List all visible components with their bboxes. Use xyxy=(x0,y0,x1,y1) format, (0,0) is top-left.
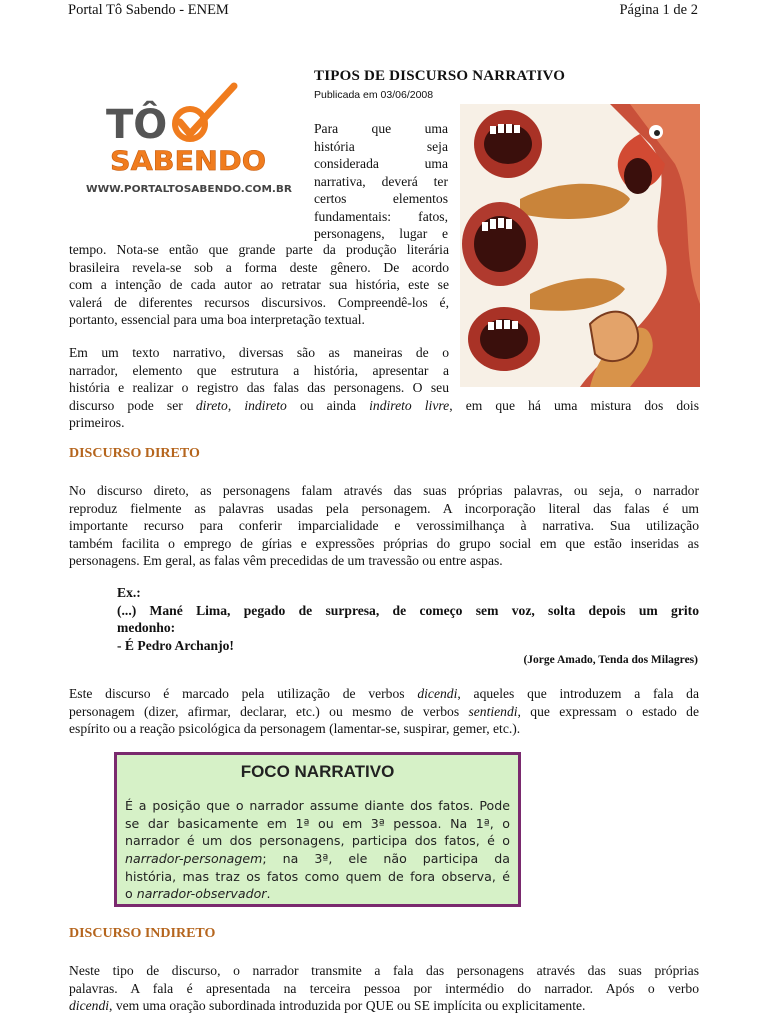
text-line: reproduz fielmente as palavras usadas pela personagem. A incorporação literal das falas é um xyxy=(69,500,699,516)
header-page-number: Página 1 de 2 xyxy=(619,2,698,18)
text-line: personagens. Em geral, as falas vêm precedidas de um travessão ou entre aspas. xyxy=(69,553,503,568)
text-line: narrador-personagem; na 3ª, ele não participa da xyxy=(125,851,510,867)
text-line: Para que uma xyxy=(314,121,448,136)
publish-date: Publicada em 03/06/2008 xyxy=(314,89,434,101)
text-line: considerada uma xyxy=(314,156,448,171)
foco-title: FOCO NARRATIVO xyxy=(240,762,395,781)
logo-word-to: TÔ xyxy=(106,102,168,148)
text-line: o narrador-observador. xyxy=(125,886,271,902)
text-line: narrador, elemento que estrutura a história, apresentar a xyxy=(69,362,449,378)
text-line: personagem (dizer, afirmar, declarar, etc.) ou mesmo de verbos sentiendi, que expressam o estado de xyxy=(69,703,699,719)
text-line: também facilita o emprego de gírias e expressões próprias do grupo social em que estão inseridas as xyxy=(69,535,699,551)
text-line: narrativa, deverá ter xyxy=(314,173,448,189)
header-site-name: Portal Tô Sabendo - ENEM xyxy=(68,2,229,18)
page-header xyxy=(68,0,698,22)
example-line: (...) Mané Lima, pegado de surpresa, de começo sem voz, solta depois um grito xyxy=(117,602,699,618)
text-line: Neste tipo de discurso, o narrador transmite a fala das personagens através das suas próprias xyxy=(69,963,699,978)
example-line: medonho: xyxy=(117,620,176,635)
text-line: É a posição que o narrador assume diante dos fatos. Pode xyxy=(125,798,510,813)
intro-paragraph-narrow xyxy=(314,120,448,243)
text-line: narrador é um dos personagens, participa dos fatos, é o xyxy=(125,833,510,849)
logo-url: WWW.PORTALTOSABENDO.COM.BR xyxy=(86,184,293,195)
logo-word-sabendo: SABENDO xyxy=(110,146,266,177)
indireto-paragraph xyxy=(69,962,699,1015)
text-line: importante recurso para conferir imparcialidade e verossimilhança à narrativa. Sua utilização xyxy=(69,518,699,533)
text-line: história seja xyxy=(314,138,448,154)
text-line: se dar basicamente em 1ª ou em 3ª pessoa. Na 1ª, o xyxy=(125,815,510,831)
example-source: (Jorge Amado, Tenda dos Milagres) xyxy=(523,654,698,666)
text-line: valerá de diferentes recursos discursivos. Compreendê-los é, xyxy=(69,294,449,310)
example-quote xyxy=(117,584,699,654)
foco-narrativo-box xyxy=(114,752,521,907)
text-line: No discurso direto, as personagens falam através das suas próprias palavras, ou seja, o narrador xyxy=(69,483,699,498)
example-line: - É Pedro Archanjo! xyxy=(117,637,234,653)
narrative-paragraph xyxy=(69,344,699,432)
text-line: Este discurso é marcado pela utilização de verbos dicendi, aqueles que introduzem a fala da xyxy=(69,686,699,701)
text-line: palavras. A fala é apresentada na terceira pessoa por intermédio do narrador. Após o verbo xyxy=(69,980,699,996)
text-line: dicendi, vem uma oração subordinada introduzida por QUE ou SE implícita ou explicitamente. xyxy=(69,998,586,1013)
text-line: espírito ou a reação psicológica da personagem (lamentar-se, suspirar, gemer, etc.). xyxy=(69,721,521,736)
text-line: história e realizar o registro das falas das personagens. O seu xyxy=(69,380,449,395)
article-title: TIPOS DE DISCURSO NARRATIVO xyxy=(314,68,566,84)
direto-paragraph xyxy=(69,482,699,570)
text-line: brasileira revela-se sob a forma deste gênero. De acordo xyxy=(69,259,449,275)
intro-paragraph-wide xyxy=(69,241,449,329)
text-line: Em um texto narrativo, diversas são as maneiras de o xyxy=(69,345,449,360)
heading-discurso-direto: DISCURSO DIRETO xyxy=(69,446,200,461)
text-line: com a intenção de cada autor ao retratar sua história, este se xyxy=(69,277,449,292)
text-line: tempo. Nota-se então que grande parte da produção literária xyxy=(69,242,449,257)
to-sabendo-logo xyxy=(84,80,294,202)
example-label: Ex.: xyxy=(117,585,141,600)
text-line: primeiros. xyxy=(69,415,125,430)
text-line: certos elementos xyxy=(314,191,448,206)
checkmark-icon xyxy=(175,86,234,139)
text-line: portanto, essencial para uma boa interpretação textual. xyxy=(69,312,365,327)
text-line: discurso pode ser direto, indireto ou ainda indireto livre, em que há uma mistura dos dois xyxy=(69,397,699,413)
heading-discurso-indireto: DISCURSO INDIRETO xyxy=(69,926,216,941)
text-line: fundamentais: fatos, xyxy=(314,208,448,224)
text-line: história, mas traz os fatos como quem de fora observa, é xyxy=(125,868,510,884)
text-line: personagens, lugar e xyxy=(314,226,448,241)
dicendi-paragraph xyxy=(69,685,699,738)
foco-body xyxy=(125,797,510,903)
